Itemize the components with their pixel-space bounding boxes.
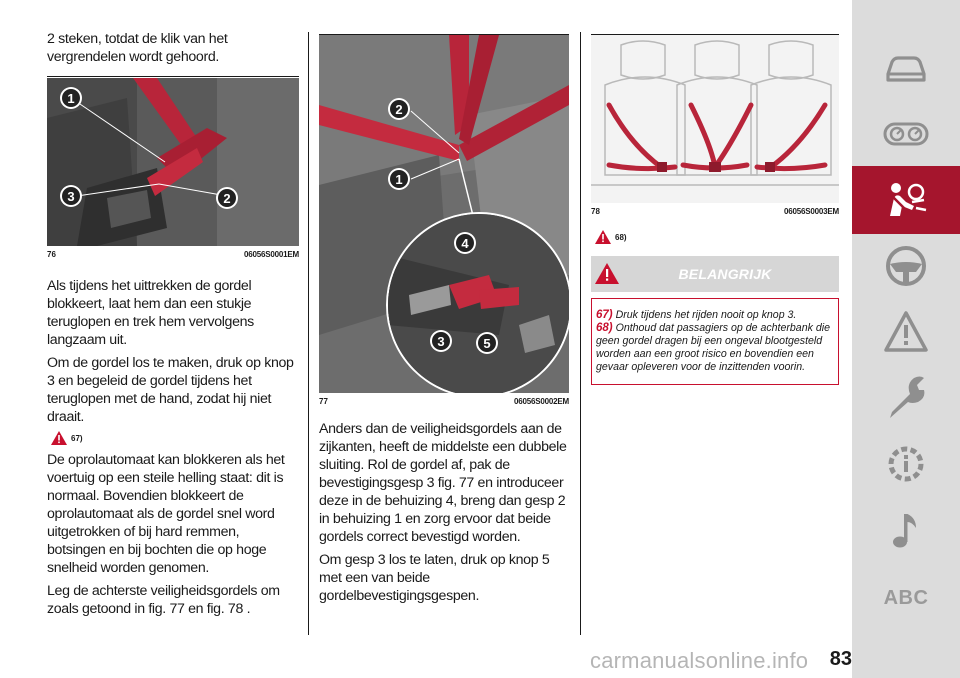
note-number: 68) — [596, 322, 613, 334]
sidebar-item-driving[interactable] — [852, 232, 960, 300]
callout-3: 3 — [67, 189, 75, 204]
figure-code: 06056S0003EM — [784, 207, 839, 216]
important-box — [591, 298, 839, 385]
sidebar-item-multimedia[interactable] — [852, 496, 960, 564]
warning-triangle-icon — [882, 308, 930, 356]
intro-text: 2 steken, totdat de klik van het vergrendelen wordt gehoord. — [47, 31, 228, 65]
column-3 — [591, 30, 839, 385]
chapter-sidebar — [852, 0, 960, 678]
important-body — [592, 299, 838, 384]
callout-2: 2 — [223, 191, 231, 206]
car-icon — [882, 44, 930, 92]
wrench-icon — [882, 374, 930, 422]
steering-wheel-icon — [882, 242, 930, 290]
callout-2: 2 — [395, 102, 403, 117]
figure-top-rule — [47, 76, 299, 77]
important-item — [596, 322, 830, 374]
important-title: BELANGRIJK — [678, 266, 772, 282]
music-note-icon — [882, 506, 930, 554]
figure-76 — [47, 78, 299, 246]
figure-78-illustration — [591, 35, 839, 203]
warning-triangle-icon — [595, 263, 619, 284]
sidebar-item-dashboard[interactable] — [852, 100, 960, 168]
seatbelt-airbag-icon — [882, 176, 930, 224]
callout-5: 5 — [483, 336, 491, 351]
dashboard-icon — [882, 110, 930, 158]
figure-number: 77 — [319, 397, 328, 406]
warning-triangle-icon — [595, 230, 611, 244]
figure-76-caption — [47, 250, 299, 259]
column-separator-2 — [580, 32, 581, 635]
figure-76-illustration — [47, 78, 299, 246]
note-text: Onthoud dat passagiers op de achterbank die geen gordel dragen bij een ongeval blootgesteld worden aan een groot risico en bovendien een gevaar opleveren voor de inzittenden voorin. — [596, 322, 830, 373]
figure-number: 78 — [591, 207, 600, 216]
sidebar-item-specs[interactable] — [852, 430, 960, 498]
warning-reference — [595, 230, 839, 244]
page-number: 83 — [829, 648, 852, 670]
figure-code: 06056S0002EM — [514, 397, 569, 406]
sidebar-item-safety[interactable] — [852, 166, 960, 234]
important-item — [596, 309, 830, 322]
paragraph: Anders dan de veiligheidsgordels aan de zijkanten, heeft de middelste een dubbele sluiting. Rol de gordel af, pak de bevestigingsgesp 3 fig. 77 en introduceer deze in de behuizing 4, breng dan gesp 2 in behuizing 1 en zorg ervoor dat beide gordels correct bevestigd worden. — [319, 421, 567, 545]
figure-78 — [591, 35, 839, 203]
note-text: Druk tijdens het rijden nooit op knop 3. — [615, 309, 797, 321]
figure-number: 76 — [47, 250, 56, 259]
watermark: carmanualsonline.info — [590, 648, 809, 673]
note-number: 67) — [596, 309, 613, 321]
figure-78-caption — [591, 207, 839, 216]
paragraph: Om gesp 3 los te laten, druk op knop 5 met een van beide gordelbevestigingsgespen. — [319, 552, 550, 604]
paragraph: Om de gordel los te maken, druk op knop 3 en begeleid de gordel tijdens het teruglopen met de hand, zodat hij niet draait. — [47, 355, 294, 425]
info-gear-icon — [882, 440, 930, 488]
column-separator-1 — [308, 32, 309, 635]
sidebar-item-car[interactable] — [852, 34, 960, 102]
important-header — [591, 256, 839, 292]
paragraph: De oprolautomaat kan blokkeren als het voertuig op een steile helling staat: dit is normaal. Bovendien blokkeert de oprolautomaat als de gordel snel word uitgetrokken of bij hard remmen, botsingen en bij bochten die op hoge snelheid worden genomen. — [47, 452, 285, 576]
warning-ref-text: 68) — [615, 232, 627, 242]
callout-4: 4 — [461, 236, 469, 251]
figure-code: 06056S0001EM — [244, 250, 299, 259]
figure-77-caption — [319, 397, 569, 406]
callout-1: 1 — [395, 172, 403, 187]
figure-77-illustration — [319, 35, 569, 393]
warning-triangle-icon — [51, 431, 67, 445]
figure-77 — [319, 35, 569, 393]
sidebar-item-maintenance[interactable] — [852, 364, 960, 432]
sidebar-item-index[interactable] — [852, 564, 960, 632]
callout-3: 3 — [437, 334, 445, 349]
warning-ref-text: 67) — [71, 433, 83, 443]
index-label: ABC — [883, 586, 929, 609]
warning-reference — [51, 431, 299, 445]
column-2 — [319, 30, 569, 610]
paragraph: Leg de achterste veiligheidsgordels om zoals getoond in fig. 77 en fig. 78 . — [47, 583, 280, 617]
paragraph: Als tijdens het uittrekken de gordel blokkeert, laat hem dan een stukje teruglopen en trek hem vervolgens langzaam uit. — [47, 278, 254, 348]
callout-1: 1 — [67, 91, 75, 106]
column-1 — [47, 30, 299, 623]
sidebar-item-warnings[interactable] — [852, 298, 960, 366]
